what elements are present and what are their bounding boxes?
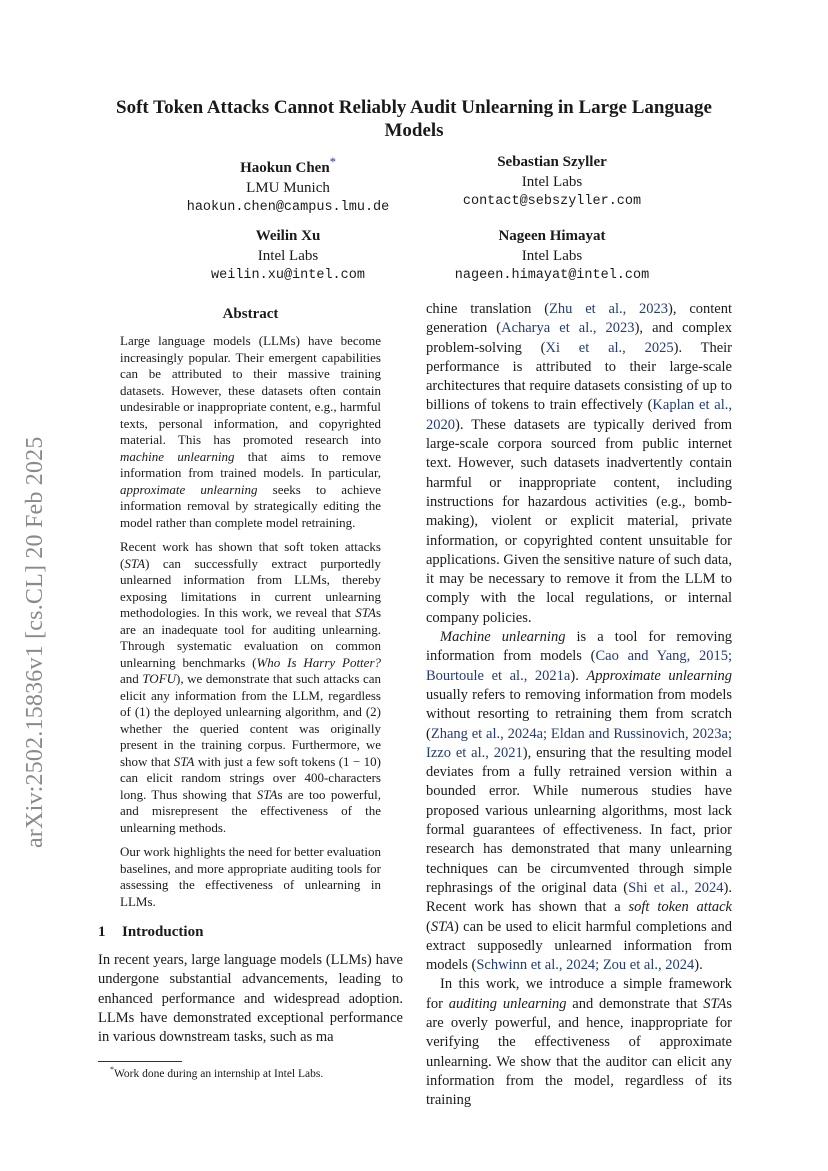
footnote-rule: [98, 1061, 182, 1062]
citation-link[interactable]: Shi et al., 2024: [628, 879, 724, 896]
abstract-paragraph: Our work highlights the need for better evaluation baselines, and more appropriate auditing tools for assessing the effectiveness of unlearning in LLMs.: [120, 844, 382, 909]
footnote-text: Work done during an internship at Intel Labs.: [114, 1067, 324, 1080]
citation-link[interactable]: Kaplan et al., 2020: [426, 397, 732, 433]
right-column: [426, 300, 732, 1110]
author-block: [432, 152, 672, 212]
citation-link[interactable]: Eldan and Russinovich, 2023a: [550, 725, 728, 742]
author-block: [432, 226, 672, 286]
citation-link[interactable]: Bourtoule et al., 2021a: [426, 667, 571, 684]
author-block: [168, 226, 408, 286]
paper-title: Soft Token Attacks Cannot Reliably Audit Unlearning in Large Language Models: [116, 97, 712, 141]
author-affiliation: LMU Munich: [246, 180, 330, 196]
author-email[interactable]: haokun.chen@campus.lmu.de: [186, 200, 390, 215]
body-paragraph: In recent years, large language models (LLMs) have undergone substantial advancements, leading to enhanced performance and widespread adoption. LLMs have demonstrated exceptional performance in various downstream tasks, such as ma: [98, 952, 403, 1046]
body-paragraph: Machine unlearning is a tool for removing information from models (Cao and Yang, 2015; Bourtoule et al., 2021a). Approximate unlearning usually refers to removing information from models without resorting to retraining them from scratch (Zhang et al., 2024a; Eldan and Russinovich, 2023a; Izzo et al., 2021), ensuring that the resulting model deviates from a fully retrained version within a bounded error. While numerous studies have proposed various unlearning algorithms, most lack formal guarantees of effectiveness. In fact, prior research has demonstrated that many unlearning techniques can be circumvented through simple rephrasings of the original data (Shi et al., 2024). Recent work has shown that a soft token attack (STA) can be used to elicit harmful completions and extract supposedly unlearned information from models (Schwinn et al., 2024; Zou et al., 2024).: [426, 629, 733, 974]
author-affiliation: Intel Labs: [521, 174, 583, 190]
citation-link[interactable]: Schwinn et al., 2024: [476, 957, 596, 974]
section-number: 1: [98, 924, 106, 940]
citation-link[interactable]: Zou et al., 2024: [602, 957, 695, 974]
author-name: Haokun Chen*: [240, 155, 336, 176]
footnote-mark[interactable]: *: [329, 155, 336, 169]
abstract-paragraph: Large language models (LLMs) have become increasingly popular. Their emergent capabilities can be attributed to their massive training datasets. However, these datasets often contain undesirable or inappropriate content, e.g., harmful texts, personal information, and copyrighted material. This has promoted research into machine unlearning that aims to remove information from trained models. In particular, approximate unlearning seeks to achieve information removal by strategically editing the model rather than complete model retraining.: [120, 333, 382, 530]
author-name: Weilin Xu: [255, 228, 321, 244]
body-paragraph: chine translation (Zhu et al., 2023), content generation (Acharya et al., 2023), and complex problem-solving (Xi et al., 2025). Their performance is attributed to their large-scale architectures that require datasets consisting of up to billions of tokens to train effectively (Kaplan et al., 2020). These datasets are typically derived from large-scale corpora sourced from public internet text. However, such datasets inadvertently contain harmful or inappropriate content, including instructions for hazardous activities (e.g., bomb-making), violent or explicit material, private information, or copyrighted content unsuitable for applications. Given the sensitive nature of such data, it may be necessary to remove it from the LLM to comply with the local regulations, or internal company policies.: [426, 301, 733, 626]
footnote-mark: *: [110, 1065, 114, 1074]
author-email[interactable]: contact@sebszyller.com: [462, 194, 642, 209]
body-paragraph: In this work, we introduce a simple framework for auditing unlearning and demonstrate that STAs are overly powerful, and hence, inappropriate for verifying the effectiveness of approximate unlearning. We show that the auditor can elicit any information from the model, regardless of its training: [426, 976, 732, 1109]
citation-link[interactable]: Zhang et al., 2024a: [430, 725, 544, 742]
citation-link[interactable]: Zhu et al., 2023: [549, 301, 669, 317]
author-affiliation: Intel Labs: [521, 248, 583, 264]
section-heading: [98, 924, 403, 941]
section-title: Introduction: [122, 924, 204, 940]
author-name: Sebastian Szyller: [497, 154, 607, 170]
author-email[interactable]: nageen.himayat@intel.com: [454, 268, 650, 283]
author-email[interactable]: weilin.xu@intel.com: [211, 268, 365, 283]
author-name: Nageen Himayat: [498, 228, 606, 244]
footnote: [110, 1065, 323, 1080]
author-block: [168, 152, 408, 218]
arxiv-stamp: arXiv:2502.15836v1 [cs.CL] 20 Feb 2025: [22, 436, 48, 848]
left-column: [98, 306, 403, 1047]
citation-link[interactable]: Cao and Yang, 2015: [595, 648, 728, 665]
citation-link[interactable]: Acharya et al., 2023: [501, 320, 635, 337]
abstract-paragraph: Recent work has shown that soft token attacks (STA) can successfully extract purportedly unlearned information from LLMs, thereby exposing limitations in current unlearning methodologies. In this work, we reveal that STAs are an inadequate tool for auditing unlearning. Through systematic evaluation on common unlearning benchmarks (Who Is Harry Potter? and TOFU), we demonstrate that such attacks can elicit any information from the LLM, regardless of (1) the deployed unlearning algorithm, and (2) whether the queried content was originally present in the training corpus. Furthermore, we show that STA with just a few soft tokens (1 − 10) can elicit random strings over 400-characters long. Thus showing that STAs are too powerful, and misrepresent the effectiveness of the unlearning methods.: [120, 539, 382, 835]
citation-link[interactable]: Xi et al., 2025: [545, 339, 674, 356]
citation-link[interactable]: Izzo et al., 2021: [426, 744, 523, 761]
abstract-heading: Abstract: [222, 306, 279, 322]
author-affiliation: Intel Labs: [257, 248, 319, 264]
